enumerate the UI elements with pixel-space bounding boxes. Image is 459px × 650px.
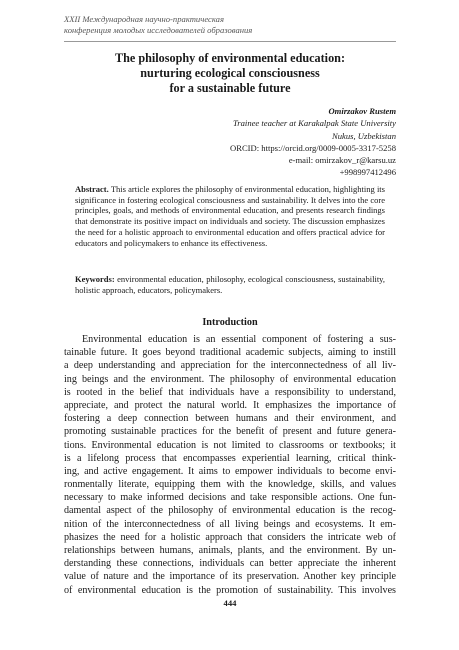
author-email: e-mail: omirzakov_r@karsu.uz xyxy=(288,155,396,166)
author-name: Omirzakov Rustem xyxy=(328,106,396,116)
body-line: tainable future. It goes beyond traditional academic subjects, aiming to instill xyxy=(64,347,396,359)
body-line: phasizes the need for a holistic approach that considers the intricate web of xyxy=(64,531,396,543)
section-body xyxy=(64,333,396,597)
body-line: ing, and active engagement. It aims to empower individuals to become envi- xyxy=(64,465,396,477)
body-line: is a lifelong process that encompasses experiential learning, critical think- xyxy=(64,452,396,464)
body-line: relationships between humans, animals, plants, and the environment. By un- xyxy=(64,545,396,556)
body-line: necessary to make informed decisions and take responsible actions. One fun- xyxy=(64,492,396,504)
keywords xyxy=(75,274,385,295)
body-line: promoting sustainable practices for the benefit of present and future genera- xyxy=(64,426,396,438)
title-line: for a sustainable future xyxy=(169,81,291,95)
keywords-text: environmental education, philosophy, ecological consciousness, sustainability, holistic approach, educators, policymakers. xyxy=(75,274,386,295)
body-line: a deep understanding and appreciation for the interconnectedness of all liv- xyxy=(64,360,396,372)
body-line: value of nature and the importance of its preservation. Another key principle xyxy=(64,571,396,583)
page-number: 444 xyxy=(223,598,237,608)
abstract-label: Abstract. xyxy=(75,184,109,194)
keywords-label: Keywords: xyxy=(75,274,115,284)
conference-header-line: XXII Международная научно-практическая xyxy=(64,14,224,24)
author-block xyxy=(230,105,396,179)
title-line: nurturing ecological consciousness xyxy=(140,66,320,80)
author-orcid: ORCID: https://orcid.org/0009-0005-3317-5258 xyxy=(230,142,396,153)
body-line: derstanding these connections, individuals can better appreciate the inherent xyxy=(64,558,396,570)
body-line: of environmental education is the promotion of sustainability. This involves xyxy=(64,584,396,596)
body-line: damental aspect of the philosophy of environmental education is the recog- xyxy=(64,505,396,517)
body-line: is rooted in the belief that individuals have a responsibility to understand, xyxy=(64,386,396,398)
body-line: nition of the interconnectedness of all living beings and ecosystems. It em- xyxy=(64,518,396,530)
conference-header-line: конференция молодых исследователей образования xyxy=(64,24,253,35)
article-title xyxy=(64,51,396,96)
author-phone: +998997412496 xyxy=(339,167,396,178)
body-line: Environmental education is an essential component of fostering a sus- xyxy=(82,334,396,345)
body-line: ronmentally literate, equipping them with the knowledge, skills, and values xyxy=(64,479,396,491)
header-rule xyxy=(64,41,396,42)
author-position: Trainee teacher at Karakalpak State University xyxy=(232,118,396,129)
body-line: tions. Environmental education is not limited to classrooms or textbooks; it xyxy=(64,439,396,451)
body-line: appreciate, and protect the natural world. It emphasizes the importance of xyxy=(64,399,396,411)
conference-header xyxy=(64,14,404,35)
body-line: ing beings and the environment. The philosophy of environmental education xyxy=(64,373,396,385)
abstract-text: This article explores the philosophy of environmental education, highlighting its significance in fostering ecological consciousness and sustainability. It delves into the core principles, goals, and methods of environmental education, and presents research findings that demonstrate its positive impact on individuals and society. The discussion emphasizes the need for a holistic approach to environmental education and offers practical advice for educators and policymakers to enhance its effectiveness. xyxy=(75,184,385,248)
title-line: The philosophy of environmental education: xyxy=(114,51,345,65)
body-line: fostering a deep connection between humans and their environment, and xyxy=(64,413,396,425)
abstract xyxy=(75,184,385,248)
section-heading: Introduction xyxy=(202,317,258,328)
author-location: Nukus, Uzbekistan xyxy=(332,130,396,141)
